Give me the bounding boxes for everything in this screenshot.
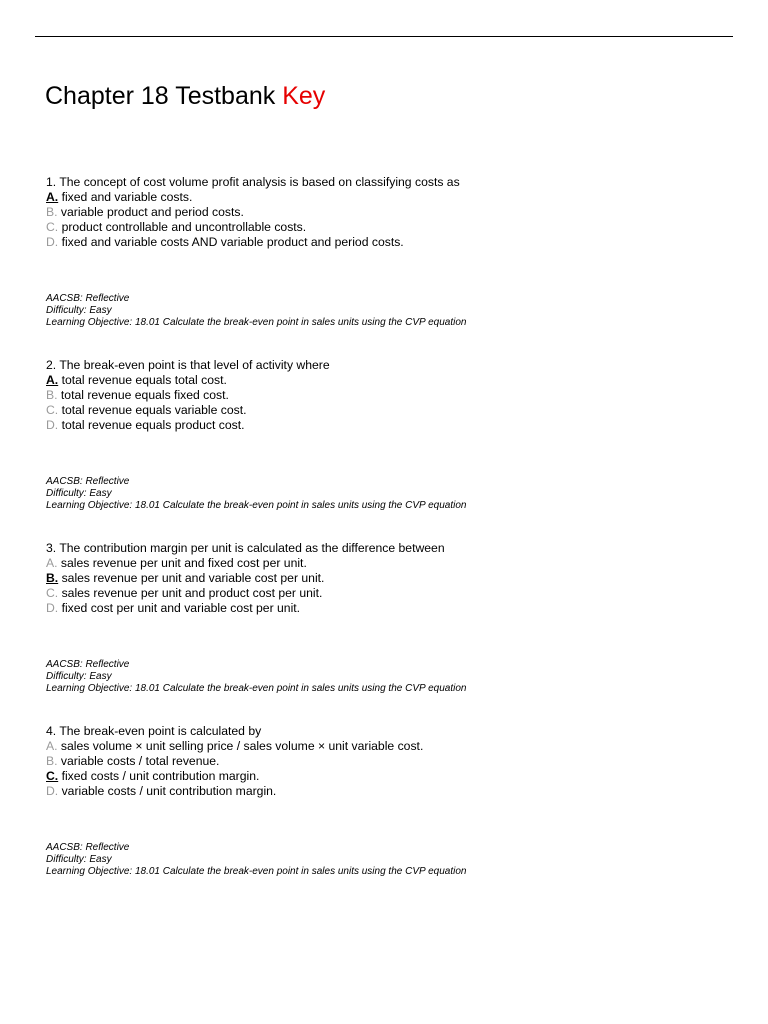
option-c xyxy=(46,220,726,235)
meta-aacsb: AACSB: Reflective xyxy=(46,842,130,853)
option-b xyxy=(46,388,726,403)
option-letter: C. xyxy=(46,586,59,600)
meta-difficulty: Difficulty: Easy xyxy=(46,671,112,682)
option-letter: B. xyxy=(46,754,58,768)
option-letter: C. xyxy=(46,769,59,783)
option-text: sales revenue per unit and variable cost per unit. xyxy=(61,571,325,585)
title-key-label: Key xyxy=(282,82,326,110)
question-4 xyxy=(46,724,726,877)
meta-difficulty: Difficulty: Easy xyxy=(46,305,112,316)
option-a xyxy=(46,556,726,571)
option-b xyxy=(46,754,726,769)
option-text: total revenue equals variable cost. xyxy=(61,403,247,417)
option-text: fixed cost per unit and variable cost per unit. xyxy=(61,601,301,615)
option-letter: B. xyxy=(46,388,58,402)
meta-difficulty: Difficulty: Easy xyxy=(46,488,112,499)
option-text: variable costs / total revenue. xyxy=(60,754,220,768)
meta-learning-objective: Learning Objective: 18.01 Calculate the break-even point in sales units using the CVP equation xyxy=(46,317,467,328)
meta-learning-objective: Learning Objective: 18.01 Calculate the break-even point in sales units using the CVP equation xyxy=(46,683,467,694)
meta-aacsb: AACSB: Reflective xyxy=(46,293,130,304)
meta-difficulty: Difficulty: Easy xyxy=(46,854,112,865)
option-d xyxy=(46,601,726,616)
option-letter: A. xyxy=(46,739,58,753)
option-letter: D. xyxy=(46,784,59,798)
option-d xyxy=(46,235,726,250)
option-letter: B. xyxy=(46,205,58,219)
top-divider xyxy=(35,36,733,37)
option-letter: B. xyxy=(46,571,59,585)
option-letter: D. xyxy=(46,601,59,615)
option-d xyxy=(46,418,726,433)
question-2 xyxy=(46,358,726,511)
question-stem: 4. The break-even point is calculated by xyxy=(46,724,262,738)
page-title xyxy=(45,80,325,112)
option-c xyxy=(46,403,726,418)
option-text: variable product and period costs. xyxy=(60,205,244,219)
option-text: sales volume × unit selling price / sales volume × unit variable cost. xyxy=(60,739,424,753)
option-text: sales revenue per unit and fixed cost per unit. xyxy=(60,556,307,570)
question-stem: 1. The concept of cost volume profit analysis is based on classifying costs as xyxy=(46,175,460,189)
option-text: fixed and variable costs. xyxy=(61,190,193,204)
option-letter: D. xyxy=(46,235,59,249)
option-c xyxy=(46,769,726,784)
option-d xyxy=(46,784,726,799)
option-c xyxy=(46,586,726,601)
meta-aacsb: AACSB: Reflective xyxy=(46,659,130,670)
option-text: variable costs / unit contribution margin. xyxy=(61,784,277,798)
option-letter: A. xyxy=(46,373,59,387)
meta-learning-objective: Learning Objective: 18.01 Calculate the break-even point in sales units using the CVP equation xyxy=(46,500,467,511)
option-text: fixed and variable costs AND variable product and period costs. xyxy=(61,235,404,249)
option-text: total revenue equals product cost. xyxy=(61,418,245,432)
option-text: total revenue equals fixed cost. xyxy=(60,388,229,402)
option-letter: A. xyxy=(46,556,58,570)
option-text: total revenue equals total cost. xyxy=(61,373,227,387)
option-b xyxy=(46,205,726,220)
option-text: product controllable and uncontrollable costs. xyxy=(61,220,307,234)
question-stem: 2. The break-even point is that level of activity where xyxy=(46,358,330,372)
option-b xyxy=(46,571,726,586)
question-stem: 3. The contribution margin per unit is calculated as the difference between xyxy=(46,541,445,555)
option-letter: D. xyxy=(46,418,59,432)
question-1 xyxy=(46,175,726,328)
option-text: fixed costs / unit contribution margin. xyxy=(61,769,260,783)
meta-learning-objective: Learning Objective: 18.01 Calculate the break-even point in sales units using the CVP equation xyxy=(46,866,467,877)
option-a xyxy=(46,373,726,388)
option-a xyxy=(46,190,726,205)
title-text: Chapter 18 Testbank xyxy=(45,82,276,110)
question-3 xyxy=(46,541,726,694)
option-a xyxy=(46,739,726,754)
option-letter: A. xyxy=(46,190,59,204)
option-text: sales revenue per unit and product cost per unit. xyxy=(61,586,323,600)
option-letter: C. xyxy=(46,220,59,234)
option-letter: C. xyxy=(46,403,59,417)
meta-aacsb: AACSB: Reflective xyxy=(46,476,130,487)
